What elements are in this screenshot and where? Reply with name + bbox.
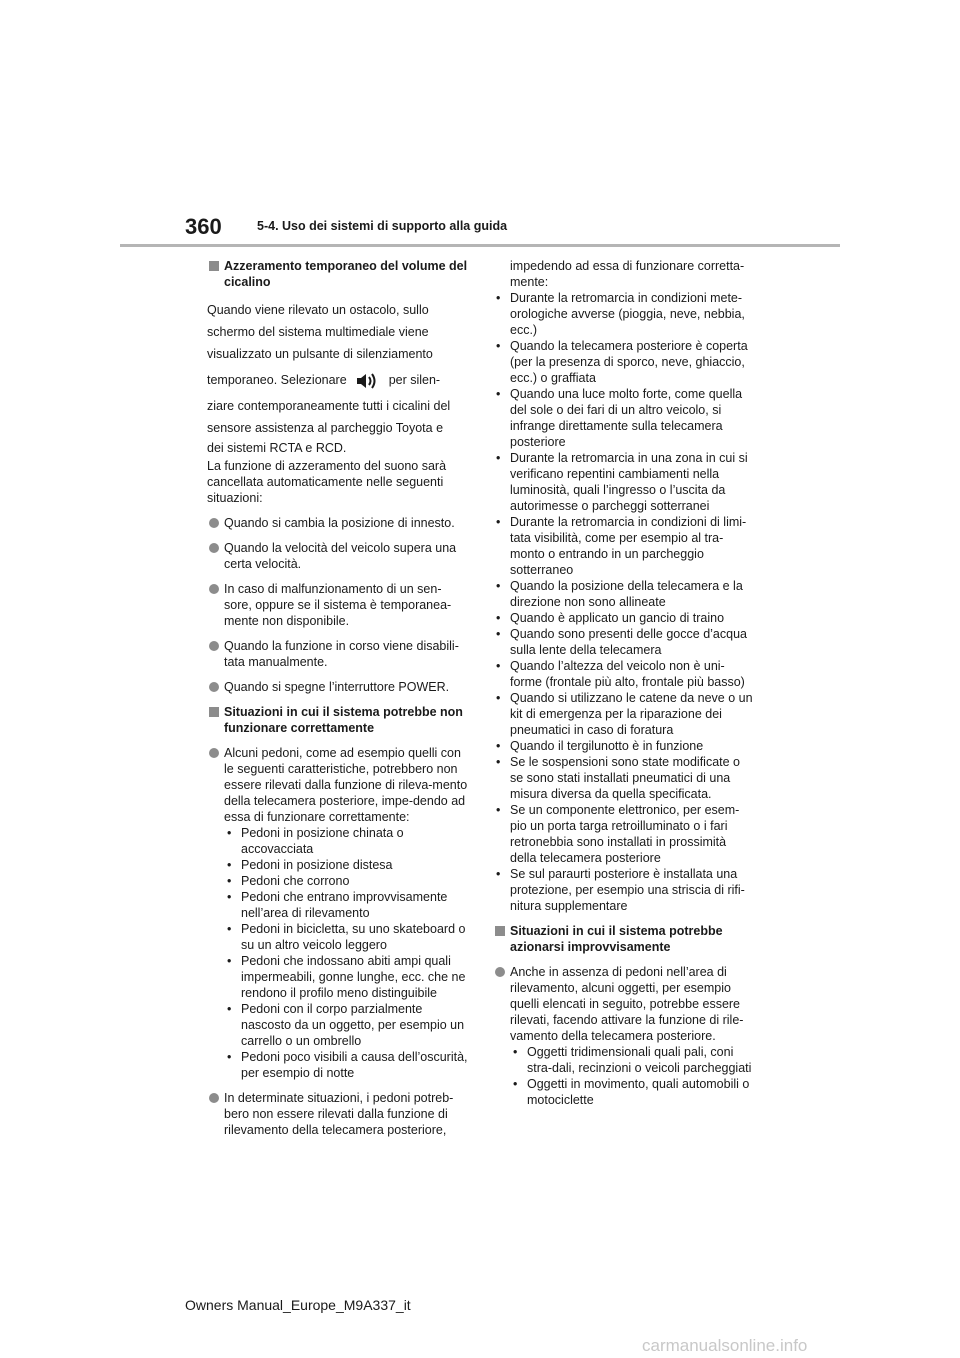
circle-bullet-icon: [209, 682, 219, 692]
sub-list-item: • Pedoni poco visibili a causa dell’oscurità, per esempio di notte: [227, 1050, 468, 1080]
square-bullet-icon: [209, 261, 219, 271]
sub-list-item: • Quando la posizione della telecamera e la direzione non sono allineate: [496, 579, 743, 609]
page-number: 360: [185, 214, 222, 239]
sub-list-item: • Oggetti in movimento, quali automobili o motociclette: [513, 1077, 750, 1107]
sub-list-item: • Quando l’altezza del veicolo non è uni-forme (frontale più alto, frontale più basso): [496, 659, 745, 689]
section-title: 5-4. Uso dei sistemi di supporto alla guida: [257, 219, 508, 233]
sub-list-item: • Pedoni che corrono: [227, 874, 350, 888]
sub-list-item: • Pedoni che indossano abiti ampi quali impermeabili, gonne lunghe, ecc. che ne rendono il profilo meno distinguibile: [227, 954, 466, 1000]
list-item: Anche in assenza di pedoni nell’area di rilevamento, alcuni oggetti, per esempio quelli elencati in seguito, potrebbe essere rilevati, facendo attivare la funzione di rile-vamento della telecamera posteriore. • Oggetti tridimensionali quali pali, coni stra-dali, recinzioni o veicoli parcheggiati • Oggetti in movimento, quali automobili o motociclette: [493, 964, 755, 1108]
paragraph: Quando viene rilevato un ostacolo, sullo schermo del sistema multimediale viene visualizzato un pulsante di silenziamento temporaneo. Selezionare per silen- ziare contemporaneamente tutti i cicalini del sensore assistenza al parcheggio Toyota e dei sistemi RCTA e RCD.: [207, 299, 469, 457]
paragraph-line-with-icon: temporaneo. Selezionare per silen-: [207, 365, 469, 395]
list-item: In determinate situazioni, i pedoni potreb-bero non essere rilevati dalla funzione di rilevamento della telecamera posteriore,: [207, 1090, 469, 1138]
sub-list-item: • Quando sono presenti delle gocce d’acqua sulla lente della telecamera: [496, 627, 747, 657]
sub-list-item: • Quando si utilizzano le catene da neve o un kit di emergenza per la riparazione dei pneumatici in caso di foratura: [496, 691, 753, 737]
sub-list-item: • Durante la retromarcia in condizioni mete-orologiche avverse (pioggia, neve, nebbia, ecc.): [496, 291, 745, 337]
sub-list-item: • Pedoni in posizione chinata o accovacciata: [227, 826, 404, 856]
sub-list-item: • Se le sospensioni sono state modificate o se sono stati installati pneumatici di una misura diversa da quella specificata.: [496, 755, 740, 801]
speaker-icon: [355, 371, 381, 391]
sub-list-item: • Quando una luce molto forte, come quella del sole o dei fari di un altro veicolo, si infrange direttamente sulla telecamera posteriore: [496, 387, 743, 449]
list-item: In caso di malfunzionamento di un sen-sore, oppure se il sistema è temporanea-mente non disponibile.: [207, 581, 469, 629]
circle-bullet-icon: [209, 584, 219, 594]
sub-list-item: • Quando il tergilunotto è in funzione: [496, 739, 704, 753]
footer-document-id: Owners Manual_Europe_M9A337_it: [185, 1297, 411, 1313]
list-item: Quando la funzione in corso viene disabili-tata manualmente.: [207, 638, 469, 670]
list-item: Quando si cambia la posizione di innesto.: [207, 515, 469, 531]
sub-list-item: • Quando la telecamera posteriore è coperta (per la presenza di sporco, neve, ghiaccio, ecc.) o graffiata: [496, 339, 748, 385]
circle-bullet-icon: [209, 543, 219, 553]
paragraph: La funzione di azzeramento del suono sarà cancellata automaticamente nelle seguenti situazioni:: [207, 459, 447, 505]
sub-list-item: • Oggetti tridimensionali quali pali, coni stra-dali, recinzioni o veicoli parcheggiati: [513, 1045, 752, 1075]
sub-list-item: • Pedoni in bicicletta, su uno skateboard o su un altro veicolo leggero: [227, 922, 466, 952]
right-column: [493, 258, 755, 1117]
sub-list-item: • Quando è applicato un gancio di traino: [496, 611, 725, 625]
sub-list-item: • Se un componente elettronico, per esem-pio un porta targa retroilluminato o i fari retronebbia sono installati in prossimità della telecamera posteriore: [496, 803, 740, 865]
list-item: Alcuni pedoni, come ad esempio quelli con le seguenti caratteristiche, potrebbero non essere rilevati dalla funzione di rileva-mento della telecamera posteriore, impe-dendo ad essa di funzionare correttamente: • Pedoni in posizione chinata o accovacciata • Pedoni in posizione distesa • Pedoni che corrono • Pedoni che entrano improvvisamente nell’area di rilevamento • Pedoni in bicicletta, su uno skateboard o su un altro veicolo leggero • Pedoni che indossano abiti ampi quali impermeabili, gonne lunghe, ecc. che ne rendono il profilo meno distinguibile • Pedoni con il corpo parzialmente nascosto da un oggetto, per esempio un carrello o un ombrello • Pedoni poco visibili a causa dell’oscurità, per esempio di notte: [207, 745, 469, 1081]
square-bullet-icon: [209, 707, 219, 717]
section-heading: Situazioni in cui il sistema potrebbe azionarsi improvvisamente: [493, 923, 755, 955]
circle-bullet-icon: [209, 641, 219, 651]
circle-bullet-icon: [209, 518, 219, 528]
sub-list-item: • Durante la retromarcia in condizioni di limi-tata visibilità, come per esempio al tra-monto o entrando in un parcheggio sotterraneo: [496, 515, 747, 577]
list-item-continuation: impedendo ad essa di funzionare corretta-mente:: [510, 259, 745, 289]
section-heading: Situazioni in cui il sistema potrebbe non funzionare correttamente: [207, 704, 469, 736]
square-bullet-icon: [495, 926, 505, 936]
left-column: [207, 258, 469, 1147]
sub-list-item: • Pedoni in posizione distesa: [227, 858, 393, 872]
circle-bullet-icon: [209, 748, 219, 758]
sub-list-item: • Pedoni che entrano improvvisamente nell’area di rilevamento: [227, 890, 448, 920]
list-item: Quando si spegne l’interruttore POWER.: [207, 679, 469, 695]
watermark: carmanualsonline.info: [642, 1336, 808, 1355]
sub-list-item: • Durante la retromarcia in una zona in cui si verificano repentini cambiamenti nella luminosità, quali l’ingresso o l’uscita da autorimesse o parcheggi sotterranei: [496, 451, 748, 513]
header-divider: [120, 244, 840, 247]
sub-list-item: • Pedoni con il corpo parzialmente nascosto da un oggetto, per esempio un carrello o un ombrello: [227, 1002, 465, 1048]
circle-bullet-icon: [495, 967, 505, 977]
sub-list-item: • Se sul paraurti posteriore è installata una protezione, per esempio una striscia di rifi-nitura supplementare: [496, 867, 745, 913]
list-item: Quando la velocità del veicolo supera una certa velocità.: [207, 540, 469, 572]
bullet-list: [493, 290, 755, 914]
circle-bullet-icon: [209, 1093, 219, 1103]
section-heading: Azzeramento temporaneo del volume del cicalino: [207, 258, 469, 290]
